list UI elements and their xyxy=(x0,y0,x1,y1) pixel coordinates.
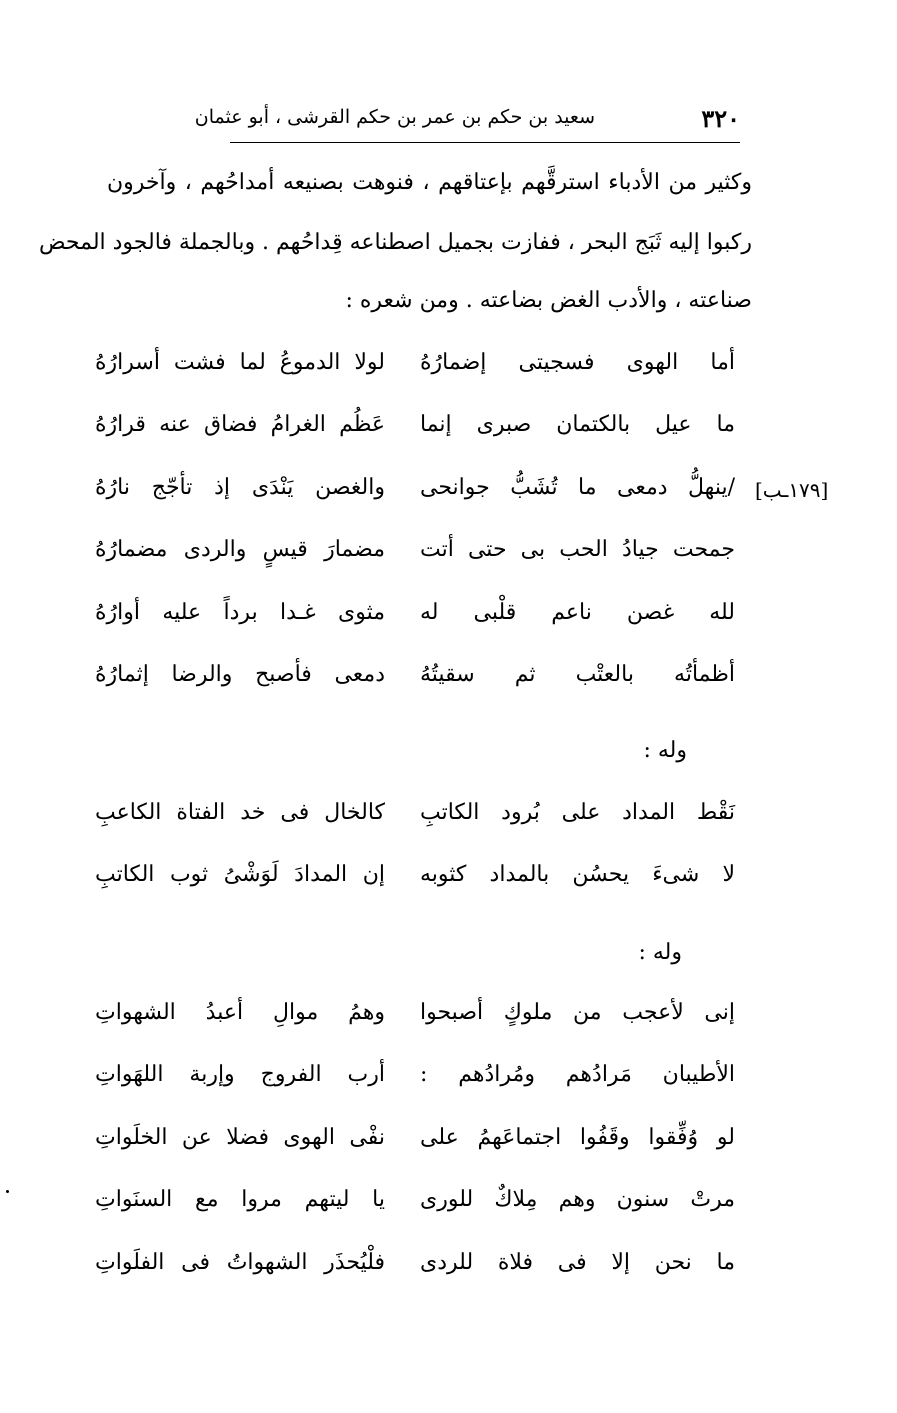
hemistich-second: فلْيُحذَر الشهواتُ فى الفلَواتِ xyxy=(95,1250,385,1275)
hemistich-first: أما الهوى فسجيتى إضمارُهُ xyxy=(420,350,735,375)
verse-line xyxy=(95,412,735,462)
hemistich-first: لله غصن ناعم قلْبى له xyxy=(420,600,735,625)
verse-line xyxy=(95,600,735,650)
hemistich-second: مضمارَ قيسٍ والردى مضمارُهُ xyxy=(95,537,385,562)
hemistich-second: كالخال فى خد الفتاة الكاعبِ xyxy=(95,800,385,825)
hemistich-second: أرب الفروج وإربة اللهَواتِ xyxy=(95,1062,385,1087)
verse-line xyxy=(95,1125,735,1175)
verse-intro-label: وله : xyxy=(643,738,687,763)
hemistich-second: عَظُم الغرامُ فضاق عنه قرارُهُ xyxy=(95,412,385,437)
hemistich-first: مرتْ سنون وهم مِلاكٌ للورى xyxy=(420,1187,735,1212)
page-header xyxy=(194,100,740,143)
hemistich-first: /ينهلُّ دمعى ما تُشَبُّ جوانحى xyxy=(420,475,735,500)
hemistich-second: والغصن يَنْدَى إذ تأجّج نارُهُ xyxy=(95,475,385,500)
hemistich-second: يا ليتهم مروا مع السنَواتِ xyxy=(95,1187,385,1212)
verse-intro-label: وله : xyxy=(638,940,682,965)
hemistich-second: لولا الدموعُ لما فشت أسرارُهُ xyxy=(95,350,385,375)
verse-line xyxy=(95,862,735,912)
verse-line xyxy=(95,662,735,712)
hemistich-second: دمعى فأصبح والرضا إثمارُهُ xyxy=(95,662,385,687)
prose-line: وكثير من الأدباء استرقَّهم بإعتاقهم ، فنوهت بصنيعه أمداحُهم ، وآخرون xyxy=(107,170,752,195)
verse-line xyxy=(95,350,735,400)
running-head: سعيد بن حكم بن عمر بن حكم القرشى ، أبو عثمان xyxy=(194,106,595,128)
verse-line xyxy=(95,1187,735,1237)
hemistich-first: الأطيبان مَرادُهم ومُرادُهم : xyxy=(420,1062,735,1087)
hemistich-first: ما عيل بالكتمان صبرى إنما xyxy=(420,412,735,437)
hemistich-first: لا شىءَ يحسُن بالمداد كثوبه xyxy=(420,862,735,887)
hemistich-second: إن المدادَ لَوَشْىُ ثوب الكاتبِ xyxy=(95,862,385,887)
verse-line xyxy=(95,800,735,850)
hemistich-second: وهمُ موالِ أعبدُ الشهواتِ xyxy=(95,1000,385,1025)
scan-speck xyxy=(6,1190,9,1193)
hemistich-second: مثوى غـدا برداً عليه أوارُهُ xyxy=(95,600,385,625)
prose-line: ركبوا إليه ثَبَج البحر ، ففازت بجميل اصطناعه قِداحُهم . وبالجملة فالجود المحض xyxy=(38,230,752,255)
verse-line xyxy=(95,1000,735,1050)
hemistich-first: إنى لأعجب من ملوكٍ أصبحوا xyxy=(420,1000,735,1025)
page-number: ٣٢٠ xyxy=(701,104,740,133)
hemistich-first: ما نحن إلا فى فلاة للردى xyxy=(420,1250,735,1275)
hemistich-first: جمحت جيادُ الحب بى حتى أتت xyxy=(420,537,735,562)
prose-line: صناعته ، والأدب الغض بضاعته . ومن شعره : xyxy=(345,288,752,313)
verse-line xyxy=(95,1250,735,1300)
verse-line xyxy=(95,537,735,587)
hemistich-first: نَقْط المداد على بُرود الكاتبِ xyxy=(420,800,735,825)
hemistich-first: أظمأتُه بالعتْب ثم سقيتُهُ xyxy=(420,662,735,687)
folio-margin-note: [١٧٩ـب] xyxy=(755,478,829,502)
verse-line xyxy=(95,475,735,525)
hemistich-second: نفْى الهوى فضلا عن الخلَواتِ xyxy=(95,1125,385,1150)
verse-line xyxy=(95,1062,735,1112)
hemistich-first: لو وُفِّقوا وقَفُوا اجتماعَهمُ على xyxy=(420,1125,735,1150)
